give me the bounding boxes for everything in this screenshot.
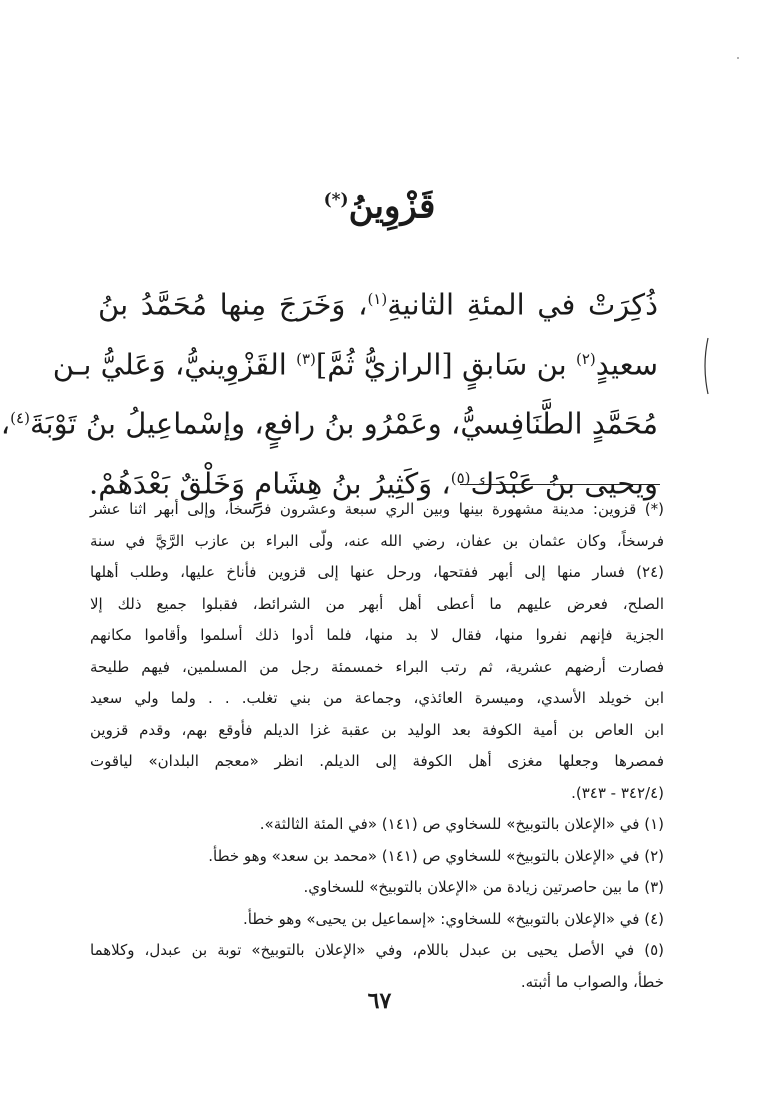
main-line-2-text: سعيدٍ (595, 347, 658, 382)
footnote-star-line: ابن العاص بن أمية الكوفة بعد الوليد بن عقبة غزا الديلم فأوقع بهم، وقدم قزوين (90, 720, 664, 739)
footnotes (90, 494, 664, 998)
main-line-2 (52, 332, 658, 392)
footnote-2-line: (٢) في «الإعلان بالتوبيخ» للسخاوي ص (١٤١) «محمد بن سعد» وهو خطأ. (208, 846, 664, 865)
corner-dot-decoration (735, 46, 741, 52)
main-line-2-rest: بن سَابقٍ [الرازيُّ ثُمَّ] (315, 347, 576, 382)
footnote-star-line: فمصرها وجعلها مغزى أهل الكوفة إلى الديلم. انظر «معجم البلدان» لياقوت (90, 752, 664, 770)
footnote-ref-3: (٣) (296, 349, 316, 368)
footnote-star-line: (٢٤) فسار منها إلى أبهر ففتحها، ورحل عنها إلى قزوين فأناخ عليها، وطلب أهلها (90, 563, 664, 581)
main-line-1 (98, 272, 658, 332)
main-line-2-rest2: القَزْوِينيُّ، وَعَليُّ بـن (52, 347, 297, 382)
footnote-star-line: الصلح، فعرض عليهم ما أعطى أهل أبهر من الشرائط، فقبلوا جميع ذلك إلا (90, 594, 664, 613)
footnote-star-line: (*) قزوين: مدينة مشهورة بينها وبين الري سبعة وعشرون فرسخاً، وإلى أبهر اثنا عشر (90, 500, 664, 518)
footnote-ref-5: (٥) (450, 468, 471, 487)
main-line-3-rest: ، (0, 406, 11, 441)
main-text (0, 272, 658, 511)
footnote-star-line: فرسخاً، وكان عثمان بن عفان، رضي الله عنه، ولّى البراء بن عازب الرَّيَّ في سنة (90, 531, 664, 550)
footnote-1-line: (١) في «الإعلان بالتوبيخ» للسخاوي ص (١٤١) «في المئة الثالثة». (259, 815, 664, 833)
page-number: ٦٧ (367, 988, 392, 1014)
footnote-2 (90, 841, 664, 873)
footnote-star-line: ابن خويلد الأسدي، وميسرة العائذي، وجماعة من بني تغلب. . . ولما ولي سعيد (90, 689, 664, 707)
footnote-4 (90, 904, 664, 936)
footnote-star-line: (٣٤٢/٤ - ٣٤٣). (571, 783, 664, 802)
footnote-5-line: خطأ، والصواب ما أثبته. (520, 972, 664, 991)
footnote-3-line: (٣) ما بين حاصرتين زيادة من «الإعلان بالتوبيخ» للسخاوي. (303, 878, 664, 896)
margin-bracket-mark (700, 336, 710, 396)
footnote-ref-2: (٢) (575, 349, 596, 368)
footnote-ref-4: (٤) (10, 409, 30, 428)
main-line-1-rest: ، وَخَرَجَ مِنها مُحَمَّدُ بنُ (98, 287, 368, 322)
footnote-5-line: (٥) في الأصل يحيى بن عبدل باللام، وفي «الإعلان بالتوبيخ» توبة بن عبدل، وكلاهما (90, 941, 664, 959)
footnote-star-line: فصارت أرضهم عشرية، ثم رتب البراء خمسمئة رجل من المسلمين، فيهم طليحة (90, 657, 664, 676)
main-line-4-text: ويحيى بنُ عَبْدَك (470, 466, 658, 501)
page-title (0, 178, 759, 228)
footnote-ref-1: (١) (367, 290, 388, 308)
footnote-4-line: (٤) في «الإعلان بالتوبيخ» للسخاوي: «إسماعيل بن يحيى» وهو خطأ. (242, 909, 664, 928)
footnote-star (90, 494, 664, 809)
title-footnote-marker: (*) (323, 190, 349, 210)
main-line-3-text: مُحَمَّدٍ الطَّنَافِسيُّ، وعَمْرُو بنُ رافعٍ، وإسْماعِيلُ بنُ تَوْبَةَ (29, 406, 658, 441)
footnote-star-line: الجزية فإنهم نفروا منها، فقال لا بد منها، فلما أدوا ذلك أسلموا وأقاموا مكانهم (90, 626, 664, 644)
footnote-divider (460, 484, 660, 485)
main-line-1-text: ذُكِرَتْ في المئةِ الثانيةِ (387, 287, 658, 322)
main-line-3 (0, 391, 658, 451)
main-line-4-rest: ، وَكَثِيرُ بنُ هِشَامٍ وَخَلْقٌ بَعْدَهُمْ. (89, 466, 451, 501)
footnote-1 (90, 809, 664, 841)
footnote-3 (90, 872, 664, 904)
title-text: قَزْوِينُ (348, 186, 436, 227)
